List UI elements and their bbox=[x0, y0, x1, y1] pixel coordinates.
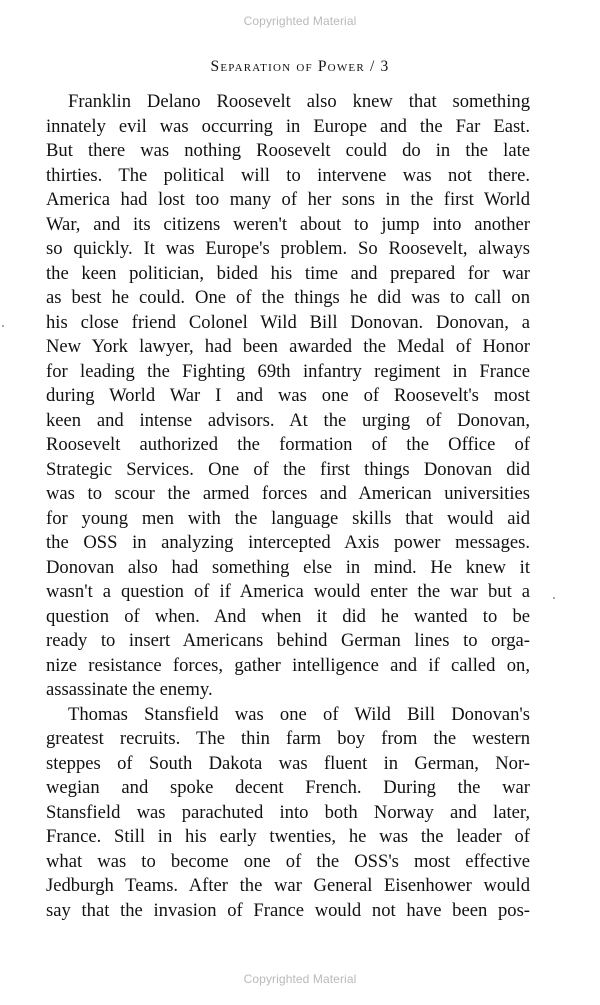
body-text bbox=[46, 90, 530, 923]
text-line: question of when. And when it did he wanted to be bbox=[46, 605, 530, 627]
text-line: Jedburgh Teams. After the war General Eisenhower would bbox=[46, 875, 530, 896]
text-line: his close friend Colonel Wild Bill Donovan. Donovan, a bbox=[46, 311, 530, 333]
text-line: Roosevelt authorized the formation of the Office of bbox=[46, 434, 530, 455]
text-line: wegian and spoke decent French. During the war bbox=[46, 777, 530, 798]
scan-speck bbox=[2, 325, 4, 327]
scan-speck bbox=[553, 597, 555, 599]
text-line: for leading the Fighting 69th infantry regiment in France bbox=[46, 360, 530, 382]
text-line: during World War I and was one of Roosevelt's most bbox=[46, 385, 530, 406]
text-line: the OSS in analyzing intercepted Axis power messages. bbox=[46, 532, 530, 553]
running-title: Separation of Power bbox=[210, 58, 365, 75]
text-line: France. Still in his early twenties, he was the leader of bbox=[46, 826, 530, 847]
text-line: what was to become one of the OSS's most effective bbox=[46, 850, 530, 872]
text-line: Thomas Stansfield was one of Wild Bill Donovan's bbox=[68, 703, 530, 725]
page-number: 3 bbox=[380, 58, 390, 75]
text-line: was to scour the armed forces and American universities bbox=[46, 483, 530, 504]
text-line: innately evil was occurring in Europe and the Far East. bbox=[46, 115, 530, 137]
text-line: Franklin Delano Roosevelt also knew that something bbox=[68, 91, 530, 112]
text-line: for young men with the language skills that would aid bbox=[46, 507, 530, 529]
running-head-separator: / bbox=[369, 58, 376, 75]
text-line: the keen politician, bided his time and prepared for war bbox=[46, 262, 530, 284]
text-line: thirties. The political will to intervene was not there. bbox=[46, 164, 530, 186]
copyright-watermark-bottom: Copyrighted Material bbox=[243, 972, 357, 986]
text-line: America had lost too many of her sons in the first World bbox=[46, 189, 530, 210]
text-line: Strategic Services. One of the first things Donovan did bbox=[46, 458, 530, 480]
text-line: assassinate the enemy. bbox=[46, 679, 213, 700]
text-line: War, and its citizens weren't about to jump into another bbox=[46, 213, 530, 235]
copyright-watermark-top: Copyrighted Material bbox=[243, 14, 357, 28]
text-line: ready to insert Americans behind German lines to orga- bbox=[46, 630, 530, 651]
text-line: Donovan also had something else in mind. He knew it bbox=[46, 556, 530, 578]
text-line: as best he could. One of the things he did was to call on bbox=[46, 287, 530, 308]
text-line: New York lawyer, had been awarded the Medal of Honor bbox=[46, 336, 530, 357]
text-line: wasn't a question of if America would enter the war but a bbox=[46, 581, 530, 602]
text-line: nize resistance forces, gather intelligence and if called on, bbox=[46, 654, 530, 676]
text-line: Stansfield was parachuted into both Norway and later, bbox=[46, 801, 530, 823]
text-line: greatest recruits. The thin farm boy from the western bbox=[46, 728, 530, 749]
running-head bbox=[0, 58, 600, 76]
text-line: say that the invasion of France would not have been pos- bbox=[46, 899, 530, 921]
text-line: so quickly. It was Europe's problem. So Roosevelt, always bbox=[46, 238, 530, 259]
text-line: But there was nothing Roosevelt could do in the late bbox=[46, 140, 530, 161]
text-line: steppes of South Dakota was fluent in German, Nor- bbox=[46, 752, 530, 774]
text-line: keen and intense advisors. At the urging of Donovan, bbox=[46, 409, 530, 431]
